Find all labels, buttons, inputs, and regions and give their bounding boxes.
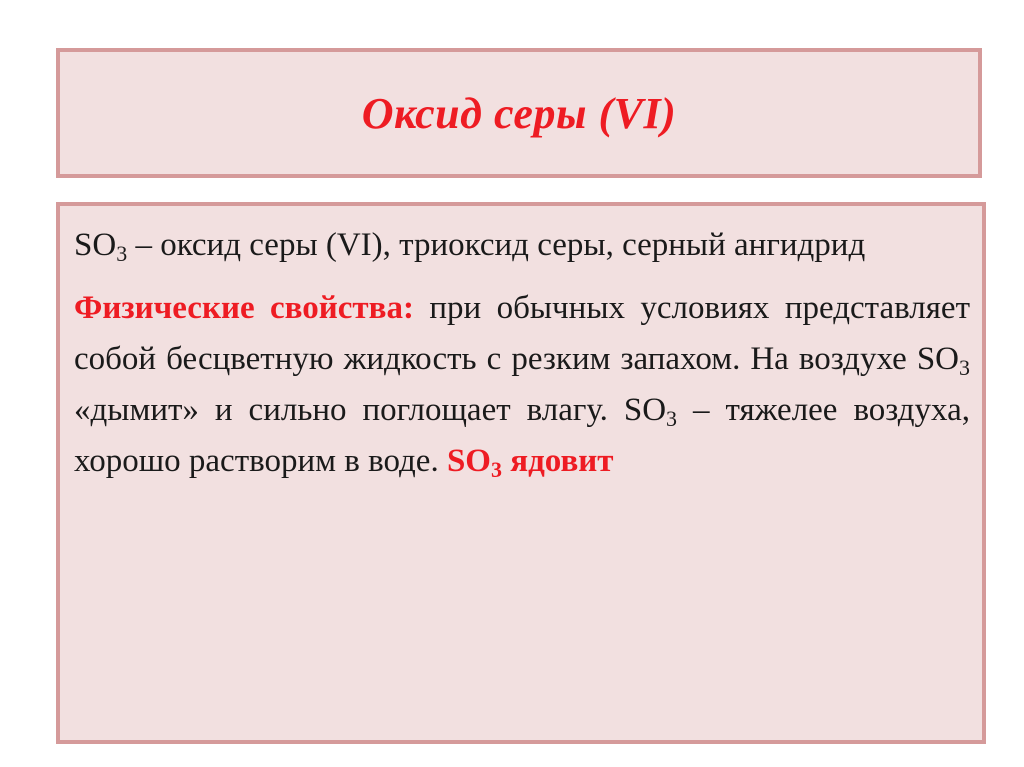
content-box — [56, 202, 986, 744]
so3-subscript-a: 3 — [959, 355, 970, 380]
so3-formula-a: SO — [916, 341, 959, 377]
so3-subscript: 3 — [116, 241, 128, 266]
properties-paragraph — [74, 283, 970, 487]
properties-heading: Физические свойства: — [74, 290, 414, 326]
definition-text: – оксид серы (VI), триоксид серы, серный ангидрид — [127, 227, 866, 263]
toxic-formula: SO — [446, 443, 491, 479]
title-box — [56, 48, 982, 178]
toxic-word: ядовит — [501, 443, 614, 479]
so3-formula: SO — [74, 227, 117, 263]
definition-paragraph — [74, 220, 970, 271]
slide-title: Оксид серы (VI) — [361, 88, 677, 138]
properties-text-1: при обычных условиях представляет собой бесцветную жидкость с резким запахом. На воздухе — [74, 290, 970, 377]
so3-formula-b: SO — [623, 392, 667, 428]
properties-text-2: «дымит» и сильно поглощает влагу. — [74, 392, 624, 428]
toxic-statement — [446, 443, 614, 482]
properties-text-3: – тяжелее воздуха, хорошо растворим в воде. — [74, 392, 970, 479]
toxic-formula-subscript: 3 — [490, 457, 502, 482]
so3-subscript-b: 3 — [666, 406, 678, 431]
